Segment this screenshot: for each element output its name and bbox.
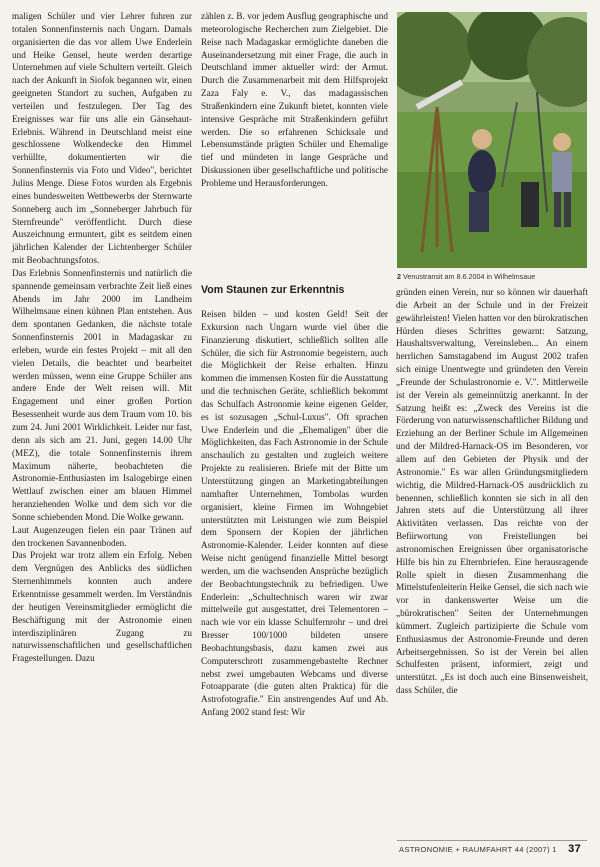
paragraph: Das Erlebnis Sonnenfinsternis und natürlich die spannende gemeinsam verbrachte Zeit ließ eines Abends im Jahr 2000 im Landheim Wilhelmsaue einen kühnen Plan entstehen. Aus dem spontanen Gedanken, die nächste totale Sonnenfinsternis 2001 in Madagaskar zu erleben, wurde ein festes Projekt – mit all den vielen Details, die beachtet und bearbeitet werden müssen, wenn eine Gruppe Schüler ans andere Ende der Welt reisen will. Mit Engagement und einer großen Portion Besessenheit wurde aus dem Traum vom 10. bis zum 24. Juni 2001 Wirklichkeit. Leider nur fast, denn als sich am 21. Juni, gegen 14.00 Uhr (MEZ), die totale Sonnenfinsternis ihrem Maximum näherte, beobachteten die Astronomie-Enthusiasten im Isalogebirge einen Wettlauf zwischen einer am blauen Himmel heranziehenden Wolke und dem sich vor die Sonne schiebenden Mond. Die Wolke gewann.	[12, 267, 192, 522]
photo-illustration	[397, 12, 587, 268]
paragraph: gründen einen Verein, nur so können wir dauerhaft die Arbeit an der Schule und in der Freizeit gewährleisten! Vielen hatten vor den bürokratischen Hürden dieses Schrittes gewarnt: Satzung, Haushaltsverwaltung, Vereinsleben... An einem herrlichen Samstagabend im August 2002 trafen sich einige Unentwegte und gründeten den Verein „Freunde der Schulastronomie e. V.". Mittlerweile ist der Verein als gemeinnützig anerkannt. In der Satzung heißt es: „Zweck des Vereins ist die Förderung von naturwissenschaftlicher Bildung und Erziehung an der Berliner Schule im Allgemeinen und der Mildred-Harnack-OS im Besonderen, vor allem auf den Gebieten der Physik und der Astronomie." Es war allen Gründungsmitgliedern wichtig, die Mildred-Harnack-OS ausdrücklich zu benennen, schließlich konnten sie sich in all den Jahren stets auf die Unterstützung all ihrer Aktivitäten verlassen. Das reichte von der Befürwortung von Freistellungen bei astronomischen Ereignissen über organisatorische Hilfe bis hin zu Elternbriefen. Eine herausragende Rolle spielt in diesen Zusammenhang die Mittelstufenleiterin Heike Gensel, die sich nach wie vor in dankenswerter Weise um die „bürokratischen" Seiten der Unternehmungen kümmert. Zugleich partizipierte die Schule vom Enthusiasmus der Astronomie-Freunde und deren Arbeitsergebnissen. So ist der Verein bei allen Schulfesten präsent, informiert, zeigt und unterstützt. „Es ist doch auch eine Binsenweisheit, dass Schüler, die	[396, 287, 588, 696]
venus-transit-photo	[397, 12, 587, 268]
paragraph: Das Projekt war trotz allem ein Erfolg. Neben dem Vergnügen des Anblicks des südlichen Sternenhimmels konnten auch andere Erkenntnisse gesammelt werden. Im Verständnis der heutigen Vereinsmitglieder ermöglicht die Beschäftigung mit der Astronomie einen interdisziplinären Zugang zu naturwissenschaftlichen und gesellschaftlichen Fragestellungen. Dazu	[12, 550, 192, 664]
text-column-2-top	[201, 10, 388, 190]
caption-text: Venustransit am 8.6.2004 in Wilhelmsaue	[403, 272, 536, 281]
paragraph: Reisen bilden – und kosten Geld! Seit der Exkursion nach Ungarn wurde viel über die Finanzierung diskutiert, schließlich sollten alle Schüler, die sich für Astronomie begeistern, auch die Möglichkeit der Reise erhalten. Hinzu kommen die immensen Kosten für die Ausstattung und die technischen Geräte, schließlich bekommt das Schulfach Astronomie keine eigenen Gelder, es ist sozusagen „Schul-Luxus". Oft sprachen Uwe Enderlein und die „Ehemaligen" über die Möglichkeiten, das Fach Astronomie in der Schule anschaulich zu gestalten und zugleich weitere Projekte zu realisieren. Briefe mit der Bitte um Unterstützung gingen an Marketingabteilungen namhafter Unternehmen, Tombolas wurden organisiert, kleine Firmen im Wohngebiet unterstützten mit Leistungen wie zum Beispiel dem Sponsern der Kopien der jährlichen Astronomie-Kalender. Leider konnten auf diese Weise nicht genügend finanzielle Mittel besorgt werden, um die wachsenden Ansprüche bezüglich der Beobachtungstechnik zu befriedigen. Uwe Enderlein: „Schultechnisch waren wir zwar mittelweile gut ausgestattet, drei Telementoren – nach wie vor ein klasse Schulfernrohr – und drei Bresser 100/1000 bildeten unsere Beobachtungsbasis, dazu kamen zwei aus Computerschrott zusammengebastelte Rechner nebst zwei umgebauten Webcams und diverse Fotoapparate (die guten alten Praktica) für die Astrofotografie." Ein anstrengendes Auf und Ab. Anfang 2002 stand fest: Wir	[201, 309, 388, 718]
paragraph: zählen z. B. vor jedem Ausflug geographische und meteorologische Recherchen zum Zielgebiet. Die Reise nach Madagaskar ermöglichte daneben die Auseinandersetzung mit einer Frage, die auch in Deutschland immer aktueller wird: der Armut. Durch die Zusammenarbeit mit dem Hilfsprojekt Zaza Faly e. V., das madagassischen Straßenkindern eine Zukunft bietet, konnten viele intensive Gespräche mit Straßenkindern geführt werden. Die so erfahrenen Schicksale und Lebensumstände prägten Schüler und Ehemalige tief und mündeten in lange Gespräche und Diskussionen über gesellschaftliche und politische Probleme und Herausforderungen.	[201, 11, 388, 188]
caption-number: 2	[397, 272, 401, 281]
text-column-3	[396, 286, 588, 697]
section-heading: Vom Staunen zur Erkenntnis	[201, 284, 345, 296]
paragraph: Laut Augenzeugen fielen ein paar Tränen auf den trockenen Savannenboden.	[12, 524, 192, 548]
photo-caption	[397, 272, 587, 281]
paragraph: maligen Schüler und vier Lehrer fuhren zur totalen Sonnenfinsternis nach Ungarn. Damals organisierten die das vor allem Uwe Enderlein und Heike Gensel, heute werden derartige Unternehmen auf viele Schultern verteilt. Gleich nach der Ankunft in Siofok begannen wir, einen geeigneten Standort zu suchen, Aufgaben zu verteilen und festzulegen. Der Tag des Ereignisses war für uns alle ein Gänsehaut-Erlebnis. Während in Deutschland meist eine geschlossene Wolkendecke den Himmel verhüllte, dokumentierten wir die Sonnenfinsternis via Foto und Video", berichtet Julius Menge. Diese Fotos wurden als Ergebnis eines bundesweiten Wettbewerbs der Sternwarte Sonneberg auch im „Sonneberger Jahrbuch für Sternfreunde" veröffentlicht. Durch diese Auszeichnung ermuntert, gibt es seitdem einen jährlichen Kalender der Lichtenberger Schüler mit Beobachtungsfotos.	[12, 11, 192, 266]
page-footer	[399, 845, 589, 854]
journal-citation: ASTRONOMIE + RAUMFAHRT 44 (2007) 1	[399, 845, 557, 854]
footer-rule	[397, 840, 587, 841]
text-column-1	[12, 10, 192, 665]
page-number: 37	[568, 843, 581, 855]
text-column-2-bottom	[201, 308, 388, 719]
